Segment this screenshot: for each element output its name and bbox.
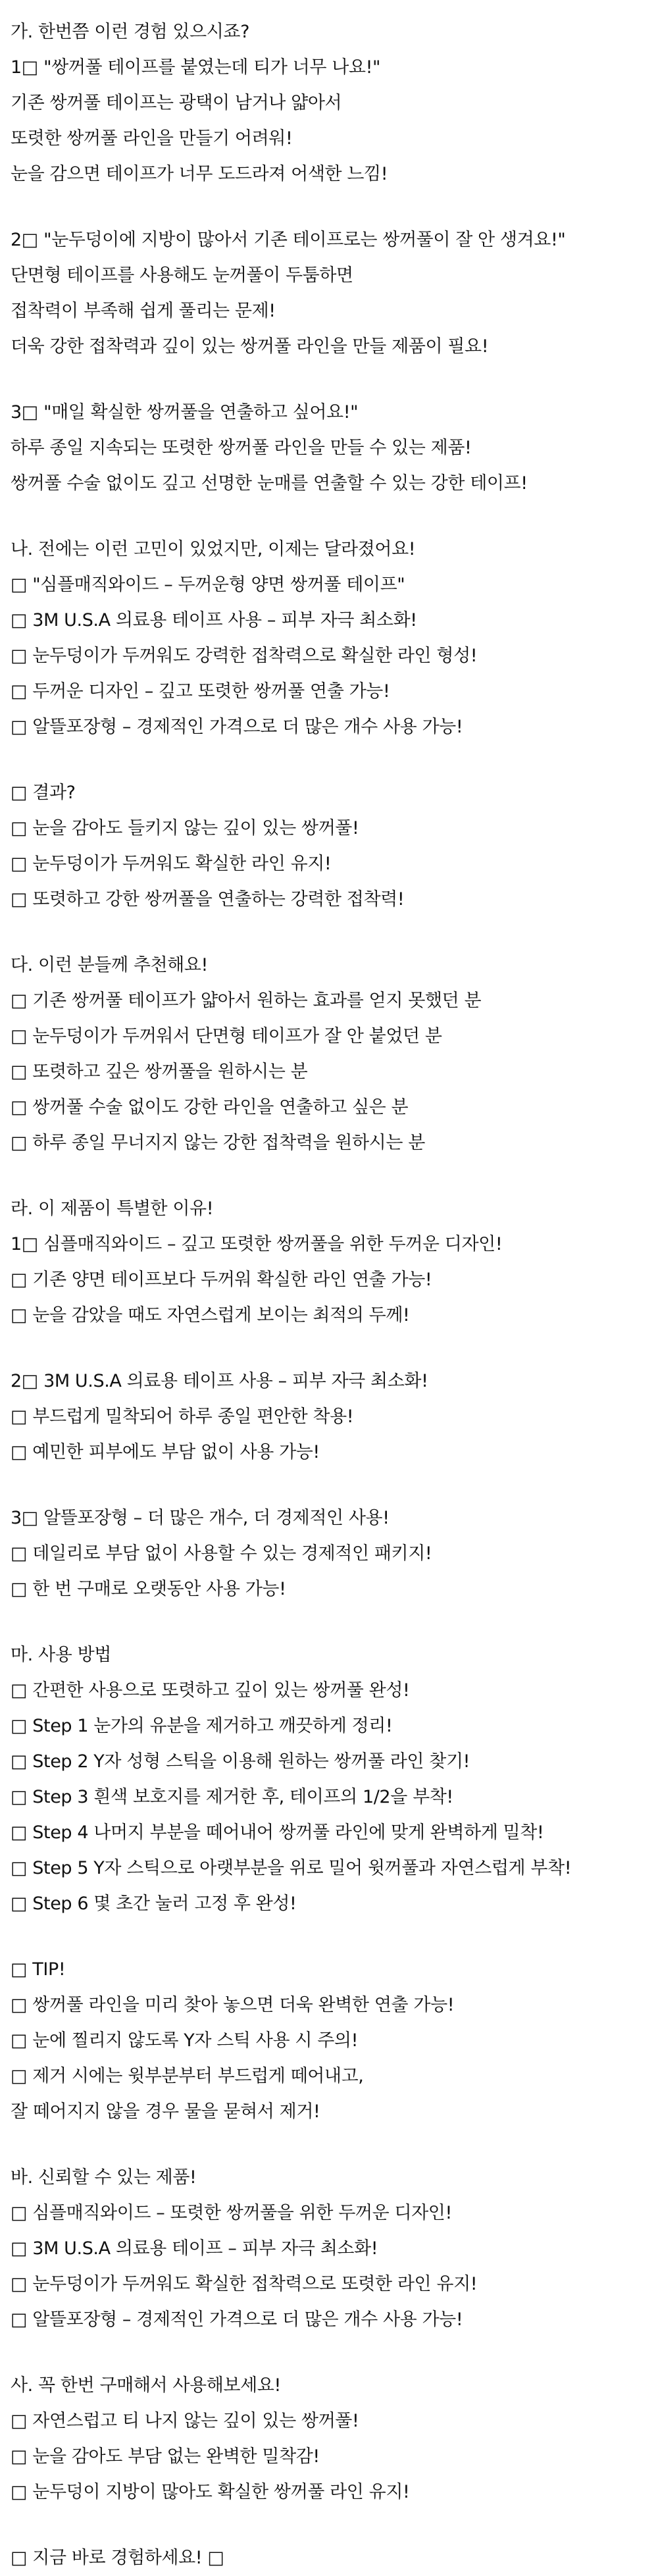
paragraph-heading-line: 3□ 알뜰포장형 – 더 많은 개수, 더 경제적인 사용! bbox=[11, 1508, 390, 1528]
paragraph-line: □ 3M U.S.A 의료용 테이프 사용 – 피부 자극 최소화! bbox=[11, 610, 417, 631]
paragraph-line: □ Step 1 눈가의 유분을 제거하고 깨끗하게 정리! bbox=[11, 1716, 393, 1736]
paragraph-heading-line: 라. 이 제품이 특별한 이유! bbox=[11, 1198, 214, 1219]
paragraph-line: □ 알뜰포장형 – 경제적인 가격으로 더 많은 개수 사용 가능! bbox=[11, 717, 463, 737]
paragraph-line: □ Step 3 흰색 보호지를 제거한 후, 테이프의 1/2을 부착! bbox=[11, 1787, 453, 1807]
paragraph-buy bbox=[11, 2368, 658, 2510]
paragraph-line: □ 눈을 감았을 때도 자연스럽게 보이는 최적의 두께! bbox=[11, 1305, 410, 1326]
paragraph-line: 눈을 감으면 테이프가 너무 도드라져 어색한 느낌! bbox=[11, 164, 388, 184]
paragraph-heading-line: 가. 한번쯤 이런 경험 있으시죠? bbox=[11, 22, 250, 42]
paragraph-line: □ 눈두덩이가 두꺼워도 확실한 라인 유지! bbox=[11, 854, 332, 874]
paragraph-cta bbox=[11, 2540, 658, 2576]
paragraph-line: □ 하루 종일 무너지지 않는 강한 접착력을 원하시는 분 bbox=[11, 1133, 425, 1153]
paragraph-line: 1□ "쌍꺼풀 테이프를 붙였는데 티가 너무 나요!" bbox=[11, 57, 381, 78]
paragraph-problem-3 bbox=[11, 395, 658, 502]
paragraph-heading-line: 바. 신뢰할 수 있는 제품! bbox=[11, 2167, 197, 2188]
paragraph-line: 접착력이 부족해 쉽게 풀리는 문제! bbox=[11, 301, 276, 321]
paragraph-special-1 bbox=[11, 1191, 658, 1333]
paragraph-line: □ 눈두덩이 지방이 많아도 확실한 쌍꺼풀 라인 유지! bbox=[11, 2482, 410, 2502]
paragraph-line: □ 부드럽게 밀착되어 하루 종일 편안한 착용! bbox=[11, 1406, 354, 1427]
description-content bbox=[11, 14, 658, 2576]
paragraph-line: 잘 떼어지지 않을 경우 물을 묻혀서 제거! bbox=[11, 2101, 320, 2122]
paragraph-line: □ 제거 시에는 윗부분부터 부드럽게 떼어내고, bbox=[11, 2066, 364, 2086]
paragraph-line: □ 기존 쌍꺼풀 테이프가 얇아서 원하는 효과를 얻지 못했던 분 bbox=[11, 991, 482, 1011]
paragraph-line: □ 또렷하고 강한 쌍꺼풀을 연출하는 강력한 접착력! bbox=[11, 889, 405, 910]
paragraph-line: □ 간편한 사용으로 또렷하고 깊이 있는 쌍꺼풀 완성! bbox=[11, 1680, 410, 1701]
paragraph-line: □ 눈두덩이가 두꺼워도 강력한 접착력으로 확실한 라인 형성! bbox=[11, 646, 478, 666]
paragraph-line: □ 쌍꺼풀 라인을 미리 찾아 놓으면 더욱 완벽한 연출 가능! bbox=[11, 1995, 455, 2015]
paragraph-line: □ "심플매직와이드 – 두꺼운형 양면 쌍꺼풀 테이프" bbox=[11, 575, 405, 595]
paragraph-heading-line: 나. 전에는 이런 고민이 있었지만, 이제는 달라졌어요! bbox=[11, 539, 416, 559]
paragraph-heading-line: □ 지금 바로 경험하세요! □ bbox=[11, 2548, 224, 2568]
paragraph-line: 또렷한 쌍꺼풀 라인을 만들기 어려워! bbox=[11, 128, 293, 149]
paragraph-line: □ 자연스럽고 티 나지 않는 깊이 있는 쌍꺼풀! bbox=[11, 2411, 359, 2431]
paragraph-line: □ 기존 양면 테이프보다 두꺼워 확실한 라인 연출 가능! bbox=[11, 1270, 432, 1290]
paragraph-heading-line: □ 결과? bbox=[11, 783, 76, 803]
paragraph-line: □ 심플매직와이드 – 또렷한 쌍꺼풀을 위한 두꺼운 디자인! bbox=[11, 2203, 452, 2223]
paragraph-problem-2 bbox=[11, 222, 658, 365]
paragraph-heading-line: 다. 이런 분들께 추천해요! bbox=[11, 955, 208, 975]
paragraph-heading-line: 사. 꼭 한번 구매해서 사용해보세요! bbox=[11, 2375, 281, 2396]
paragraph-line: 기존 쌍꺼풀 테이프는 광택이 남거나 얇아서 bbox=[11, 93, 342, 113]
paragraph-line: □ 또렷하고 깊은 쌍꺼풀을 원하시는 분 bbox=[11, 1062, 308, 1082]
paragraph-heading-line: 2□ "눈두덩이에 지방이 많아서 기존 테이프로는 쌍꺼풀이 잘 안 생겨요!" bbox=[11, 230, 566, 250]
paragraph-special-2 bbox=[11, 1364, 658, 1470]
paragraph-line: 단면형 테이프를 사용해도 눈꺼풀이 두툼하면 bbox=[11, 265, 353, 286]
paragraph-intro-question bbox=[11, 14, 658, 192]
paragraph-line: □ 두꺼운 디자인 – 깊고 또렷한 쌍꺼풀 연출 가능! bbox=[11, 681, 390, 702]
paragraph-line: □ 데일리로 부담 없이 사용할 수 있는 경제적인 패키지! bbox=[11, 1543, 432, 1564]
paragraph-heading-line: 2□ 3M U.S.A 의료용 테이프 사용 – 피부 자극 최소화! bbox=[11, 1371, 428, 1391]
paragraph-heading-line: 3□ "매일 확실한 쌍꺼풀을 연출하고 싶어요!" bbox=[11, 402, 359, 423]
paragraph-line: 하루 종일 지속되는 또렷한 쌍꺼풀 라인을 만들 수 있는 제품! bbox=[11, 438, 472, 458]
paragraph-recommend bbox=[11, 948, 658, 1161]
paragraph-line: □ 한 번 구매로 오랫동안 사용 가능! bbox=[11, 1579, 286, 1599]
paragraph-line: □ 눈에 찔리지 않도록 Y자 스틱 사용 시 주의! bbox=[11, 2030, 358, 2051]
paragraph-line: □ 눈을 감아도 부담 없는 완벽한 밀착감! bbox=[11, 2446, 320, 2467]
paragraph-line: □ 눈을 감아도 들키지 않는 깊이 있는 쌍꺼풀! bbox=[11, 818, 359, 838]
paragraph-special-3 bbox=[11, 1501, 658, 1607]
paragraph-heading-line: □ TIP! bbox=[11, 1959, 66, 1980]
paragraph-line: □ Step 4 나머지 부분을 떼어내어 쌍꺼풀 라인에 맞게 완벽하게 밀착! bbox=[11, 1822, 544, 1843]
paragraph-line: □ 쌍꺼풀 수술 없이도 강한 라인을 연출하고 싶은 분 bbox=[11, 1097, 409, 1118]
paragraph-line: □ 눈두덩이가 두꺼워서 단면형 테이프가 잘 안 붙었던 분 bbox=[11, 1026, 442, 1046]
paragraph-how-to-use bbox=[11, 1637, 658, 1922]
paragraph-line: 쌍꺼풀 수술 없이도 깊고 선명한 눈매를 연출할 수 있는 강한 테이프! bbox=[11, 473, 528, 494]
paragraph-line: □ Step 6 몇 초간 눌러 고정 후 완성! bbox=[11, 1893, 297, 1914]
paragraph-trust bbox=[11, 2160, 658, 2338]
paragraph-line: 1□ 심플매직와이드 – 깊고 또렷한 쌍꺼풀을 위한 두꺼운 디자인! bbox=[11, 1234, 503, 1254]
paragraph-heading-line: 마. 사용 방법 bbox=[11, 1645, 111, 1665]
paragraph-line: □ 예민한 피부에도 부담 없이 사용 가능! bbox=[11, 1442, 320, 1462]
paragraph-solution bbox=[11, 532, 658, 745]
paragraph-line: □ 3M U.S.A 의료용 테이프 – 피부 자극 최소화! bbox=[11, 2238, 378, 2259]
paragraph-line: □ 알뜰포장형 – 경제적인 가격으로 더 많은 개수 사용 가능! bbox=[11, 2309, 463, 2330]
paragraph-result bbox=[11, 775, 658, 917]
paragraph-line: □ 눈두덩이가 두꺼워도 확실한 접착력으로 또렷한 라인 유지! bbox=[11, 2274, 478, 2294]
paragraph-line: 더욱 강한 접착력과 깊이 있는 쌍꺼풀 라인을 만들 제품이 필요! bbox=[11, 336, 489, 357]
paragraph-tip bbox=[11, 1952, 658, 2130]
paragraph-line: □ Step 5 Y자 스틱으로 아랫부분을 위로 밀어 윗꺼풀과 자연스럽게 부착! bbox=[11, 1858, 572, 1878]
paragraph-line: □ Step 2 Y자 성형 스틱을 이용해 원하는 쌍꺼풀 라인 찾기! bbox=[11, 1751, 470, 1772]
